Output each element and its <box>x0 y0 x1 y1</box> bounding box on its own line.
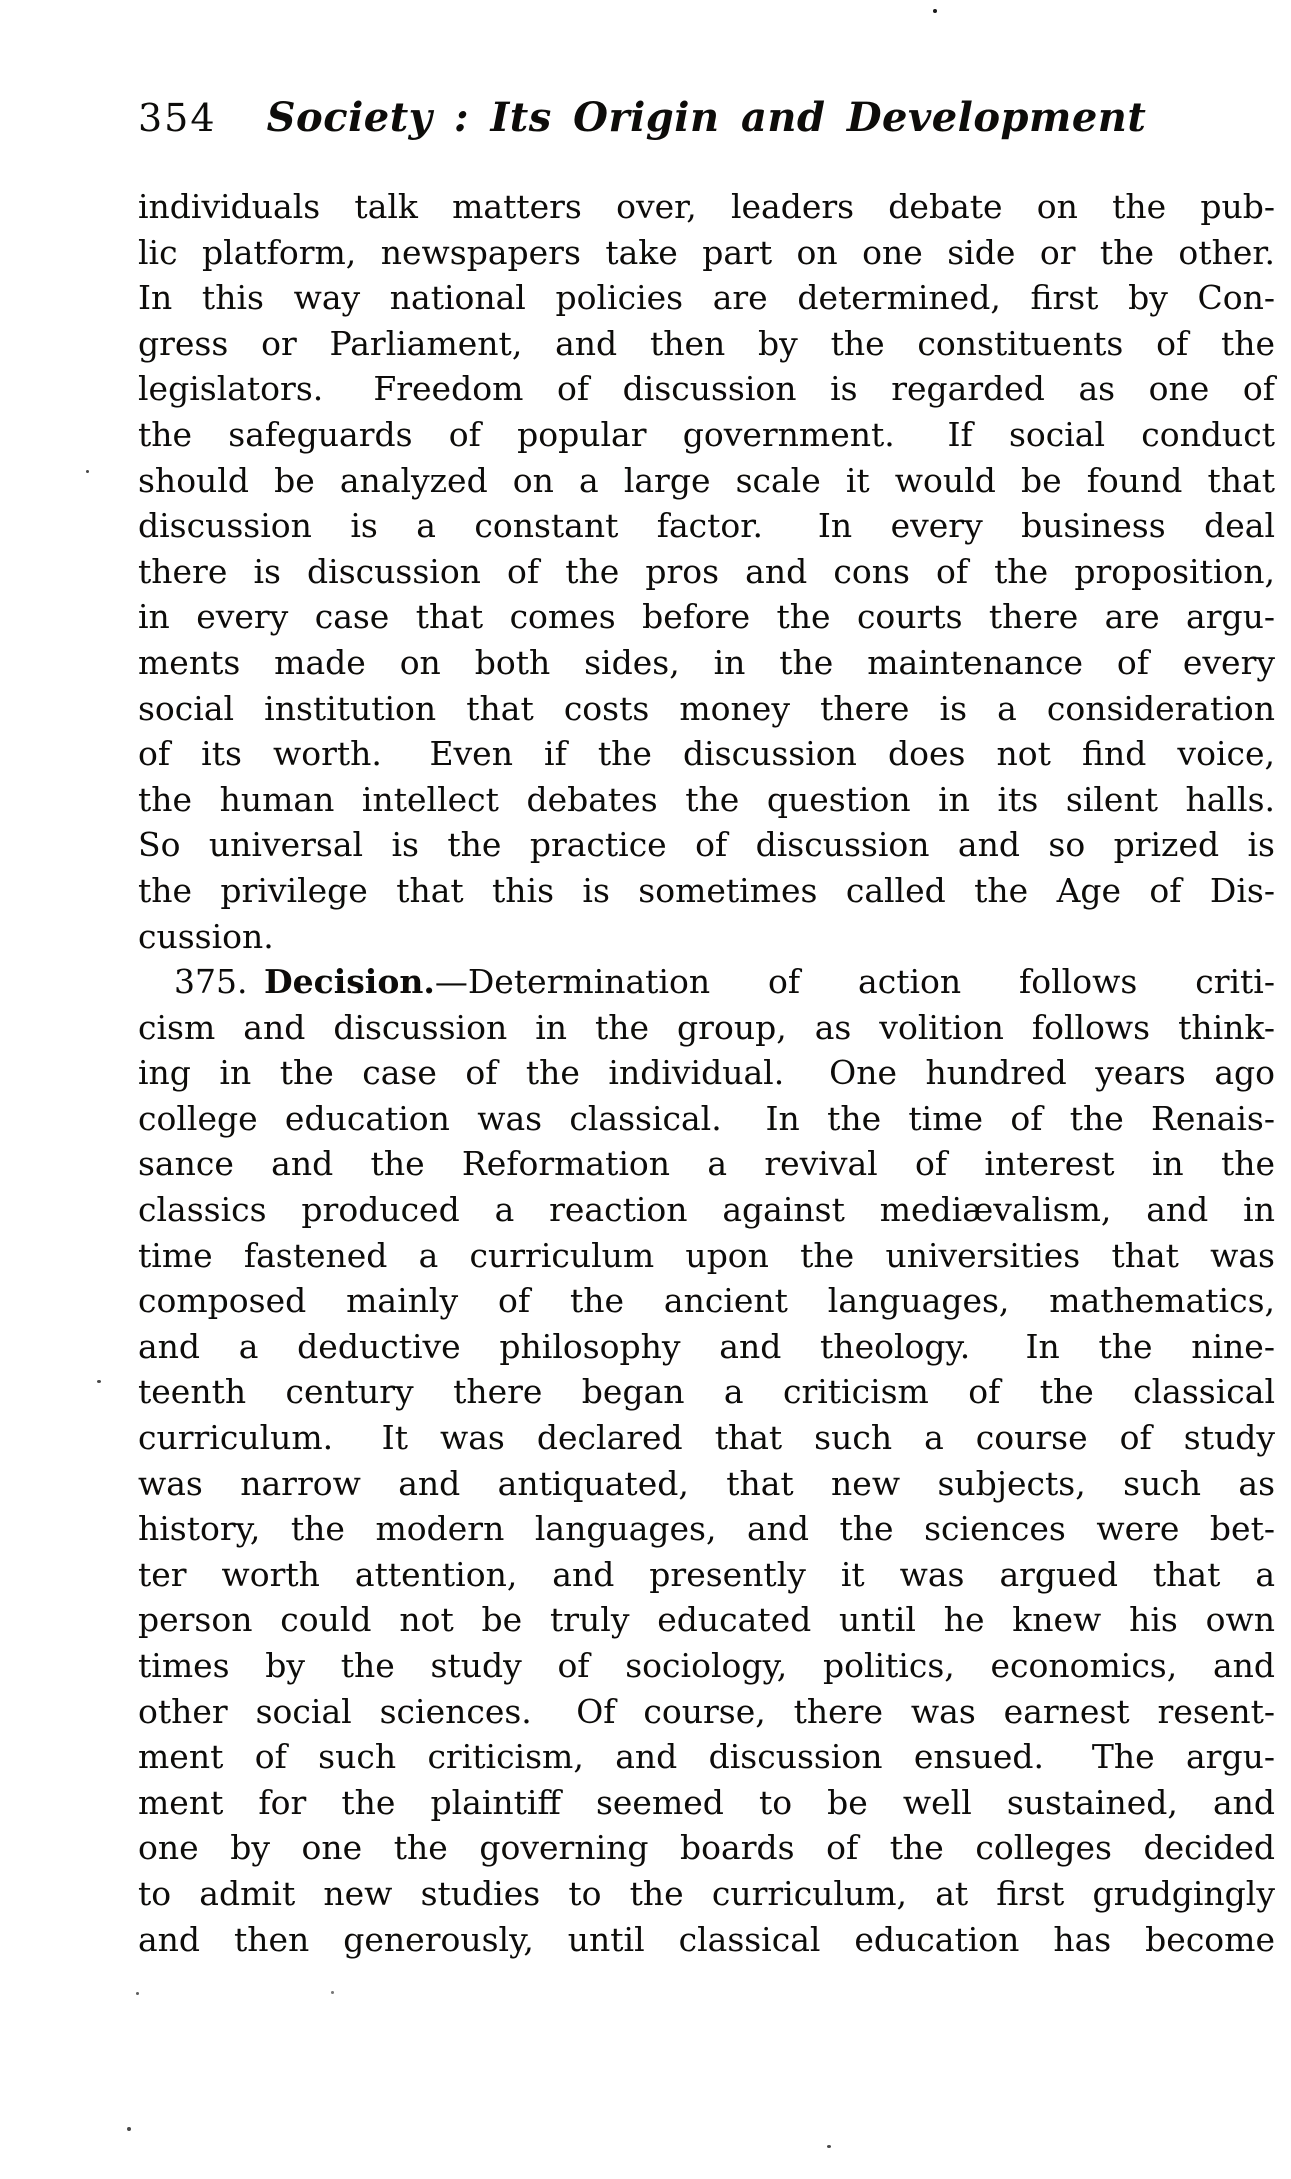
text-line <box>138 366 1275 412</box>
text-line <box>138 594 1275 640</box>
text-line <box>138 321 1275 367</box>
body-text: legislators. Freedom of discussion is regarded as one of <box>138 369 1275 409</box>
body-text: the human intellect debates the question in its silent halls. <box>138 779 1275 819</box>
body-text: the safeguards of popular government. If social conduct <box>138 414 1275 454</box>
text-line <box>138 1461 1275 1507</box>
text-line <box>138 1096 1275 1142</box>
scan-speck <box>127 2127 131 2131</box>
body-text: time fastened a curriculum upon the universities that was <box>138 1235 1275 1275</box>
body-text: to admit new studies to the curriculum, at first grudgingly <box>138 1873 1275 1913</box>
text-line <box>138 1141 1275 1187</box>
body-text: gress or Parliament, and then by the constituents of the <box>138 323 1275 363</box>
body-text: in every case that comes before the courts there are argu- <box>138 597 1275 637</box>
text-line <box>138 1050 1275 1096</box>
scan-speck <box>331 1991 334 1994</box>
text-line <box>138 1734 1275 1780</box>
text-line <box>138 1871 1275 1917</box>
body-text: ment of such criticism, and discussion ensued. The argu- <box>138 1737 1275 1777</box>
body-text: and a deductive philosophy and theology. In the nine- <box>138 1326 1275 1366</box>
body-text: of its worth. Even if the discussion does not find voice, <box>138 734 1275 774</box>
text-line <box>138 1506 1275 1552</box>
text-line <box>138 1369 1275 1415</box>
text-line <box>138 822 1275 868</box>
body-text: there is discussion of the pros and cons of the proposition, <box>138 551 1275 591</box>
body-text: curriculum. It was declared that such a course of study <box>138 1418 1275 1458</box>
text-line <box>138 1780 1275 1826</box>
body-text: teenth century there began a criticism of the classical <box>138 1372 1275 1412</box>
body-text: individuals talk matters over, leaders debate on the pub- <box>138 187 1275 226</box>
page-header <box>138 92 1275 144</box>
text-line <box>138 959 1275 1005</box>
page-number: 354 <box>138 96 217 140</box>
text-line <box>138 275 1275 321</box>
text-line <box>138 1689 1275 1735</box>
body-text: In this way national policies are determined, first by Con- <box>138 278 1275 318</box>
scan-speck <box>827 2145 831 2148</box>
text-line <box>138 1005 1275 1051</box>
body-text: discussion is a constant factor. In every business deal <box>138 506 1275 546</box>
body-text: lic platform, newspapers take part on one side or the other. <box>138 232 1275 272</box>
body-text: ter worth attention, and presently it was argued that a <box>138 1554 1275 1594</box>
body-text: cussion. <box>138 916 274 956</box>
text-line <box>138 1187 1275 1233</box>
body-text: and then generously, until classical education has become <box>138 1919 1275 1959</box>
body-text: —Determination of action follows criti- <box>434 962 1275 1002</box>
text-line <box>138 1278 1275 1324</box>
text-line <box>138 503 1275 549</box>
text-line <box>138 914 1275 960</box>
text-line <box>138 1324 1275 1370</box>
section-heading-text: Decision. <box>263 962 435 1002</box>
body-text: was narrow and antiquated, that new subjects, such as <box>138 1463 1275 1503</box>
body-text: composed mainly of the ancient languages, mathematics, <box>138 1281 1275 1321</box>
text-line <box>138 1552 1275 1598</box>
text-line <box>138 686 1275 732</box>
text-line <box>138 777 1275 823</box>
text-line <box>138 1415 1275 1461</box>
text-line <box>138 1233 1275 1279</box>
text-line <box>138 1597 1275 1643</box>
body-text: person could not be truly educated until he knew his own <box>138 1600 1275 1640</box>
body-text: times by the study of sociology, politics, economics, and <box>138 1646 1275 1685</box>
text-line <box>138 868 1275 914</box>
body-text: social institution that costs money there is a consideration <box>138 688 1275 728</box>
body-text: ing in the case of the individual. One hundred years ago <box>138 1053 1275 1093</box>
text-line <box>138 458 1275 504</box>
text-line <box>138 230 1275 276</box>
body-text: cism and discussion in the group, as volition follows think- <box>138 1007 1275 1047</box>
scan-speck <box>86 470 89 473</box>
text-line <box>138 1917 1275 1963</box>
body-text: one by one the governing boards of the colleges decided <box>138 1828 1275 1868</box>
body-text: 375. <box>174 962 264 1002</box>
text-line <box>138 412 1275 458</box>
scan-speck <box>933 9 937 13</box>
body-text: So universal is the practice of discussion and so prized is <box>138 825 1275 865</box>
body-text: should be analyzed on a large scale it would be found that <box>138 460 1275 500</box>
body-text: ment for the plaintiff seemed to be well sustained, and <box>138 1782 1275 1822</box>
body-text: history, the modern languages, and the sciences were bet- <box>138 1509 1275 1549</box>
text-line <box>138 640 1275 686</box>
text-line <box>138 549 1275 595</box>
body-text: ments made on both sides, in the maintenance of every <box>138 642 1275 682</box>
running-title: Society : Its Origin and Development <box>266 94 1147 141</box>
body-text: the privilege that this is sometimes called the Age of Dis- <box>138 870 1275 910</box>
text-line <box>138 1643 1275 1689</box>
scan-speck <box>97 1380 101 1383</box>
body-text: classics produced a reaction against mediævalism, and in <box>138 1190 1275 1230</box>
body-text: other social sciences. Of course, there was earnest resent- <box>138 1691 1275 1731</box>
text-block <box>138 184 1275 1962</box>
text-line <box>138 1825 1275 1871</box>
text-line <box>138 731 1275 777</box>
scan-speck <box>136 1992 139 1995</box>
body-text: sance and the Reformation a revival of interest in the <box>138 1144 1275 1184</box>
text-line <box>138 184 1275 230</box>
body-text: college education was classical. In the time of the Renais- <box>138 1098 1275 1138</box>
